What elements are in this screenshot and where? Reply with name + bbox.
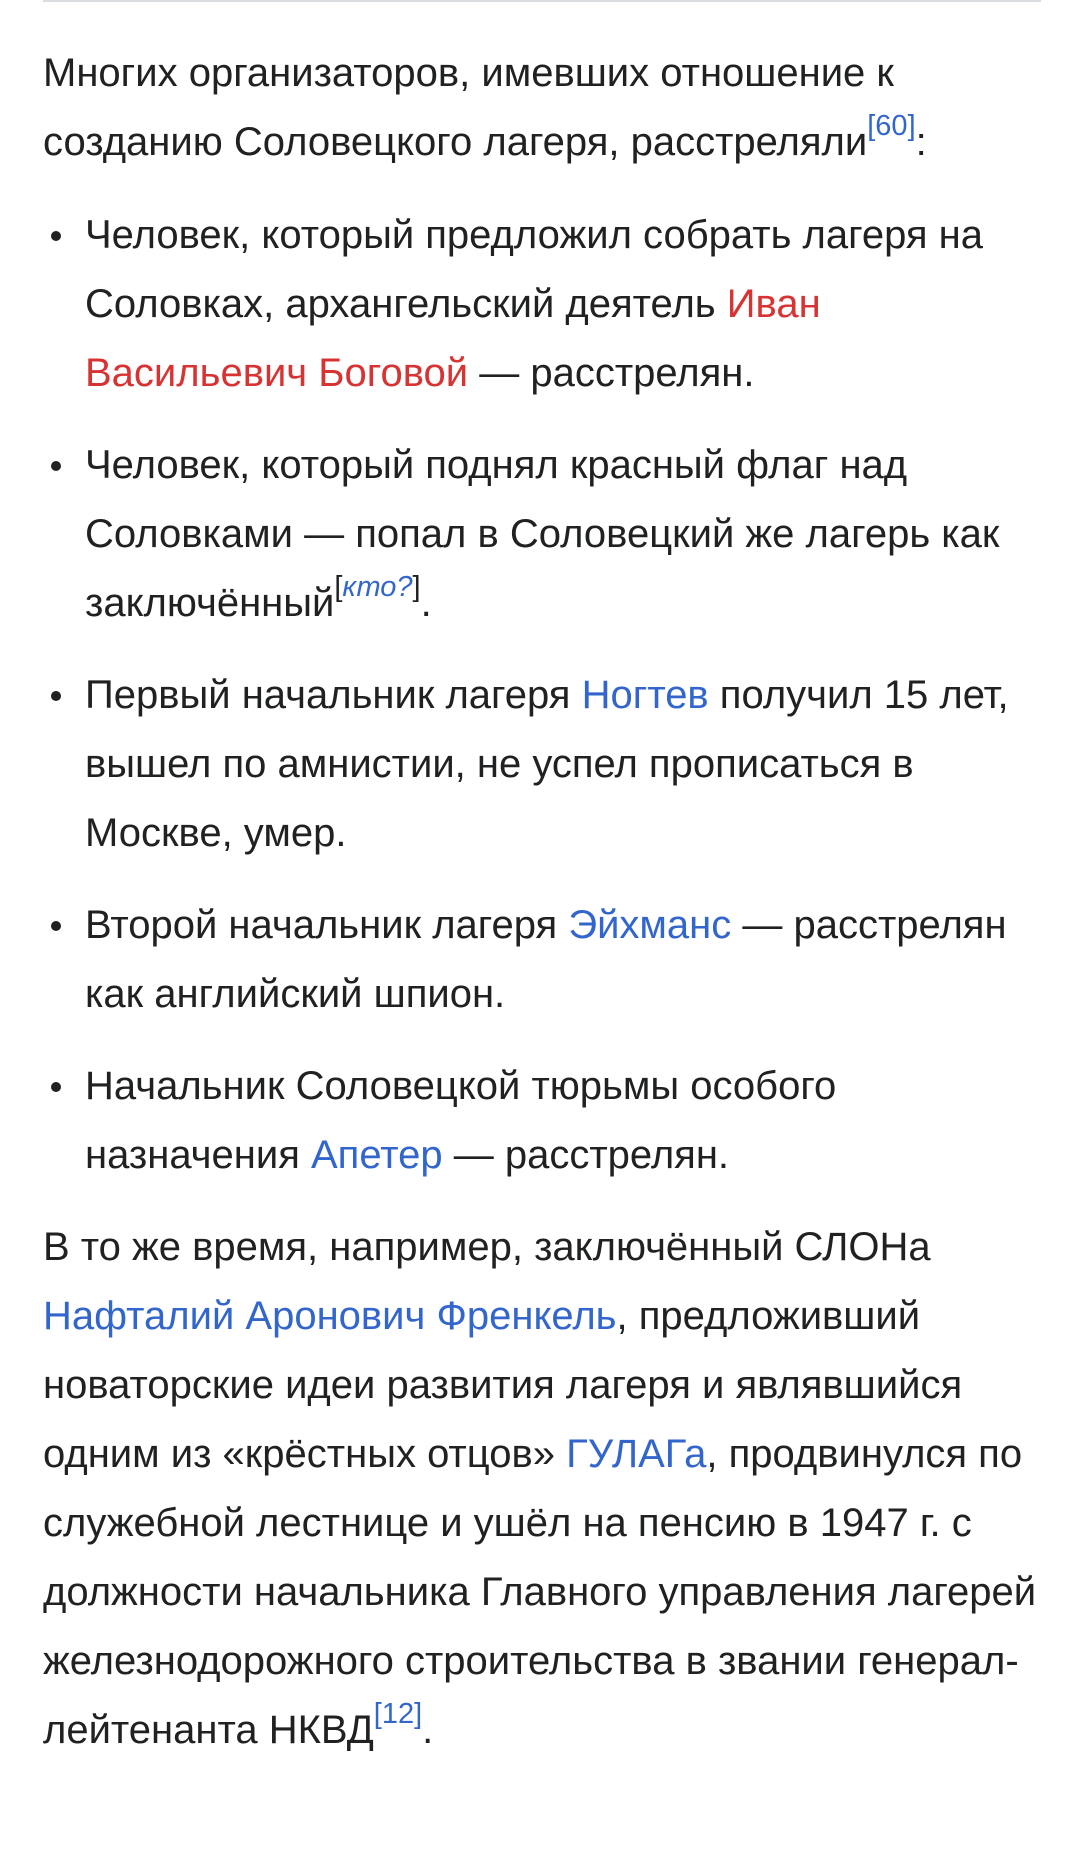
section-divider	[43, 0, 1041, 2]
list-item-text: Первый начальник лагеря	[85, 673, 582, 717]
list-item	[43, 1052, 1043, 1190]
citation-needed-link[interactable]	[342, 571, 412, 603]
link-apeter[interactable]: Апетер	[310, 1133, 443, 1177]
list-item	[43, 201, 1043, 408]
citation-12[interactable]	[374, 1698, 422, 1730]
list-item-text: Второй начальник лагеря	[85, 903, 569, 947]
article-section	[43, 39, 1043, 1765]
list-item-text: Человек, который предложил собрать лагеря на Соловках, архангельский деятель	[85, 213, 983, 326]
outro-text: В то же время, например, заключённый СЛОНа	[43, 1225, 931, 1269]
intro-text: Многих организаторов, имевших отношение к созданию Соловецкого лагеря, расстреляли	[43, 51, 894, 164]
outro-text: , предложивший новаторские идеи развития лагеря и являвшийся одним из «крёстных отцов»	[43, 1294, 963, 1476]
link-frenkel[interactable]: Нафталий Аронович Френкель	[43, 1294, 617, 1338]
citation-12-link[interactable]: [12]	[373, 1698, 423, 1730]
bullet-icon	[51, 461, 61, 471]
citation-needed	[334, 571, 420, 603]
bullet-icon	[51, 1082, 61, 1092]
list-item	[43, 891, 1043, 1029]
list-item-text: — расстрелян как английский шпион.	[85, 903, 1007, 1016]
outro-text: , продвинулся по служебной лестнице и ушёл на пенсию в 1947 г. с должности начальника Главного управления лагерей железнодорожного строительства в звании генерал-лейтенанта НКВД	[43, 1432, 1037, 1752]
intro-end: :	[915, 120, 927, 164]
link-eikhmans[interactable]: Эйхманс	[568, 903, 732, 947]
citation-needed-close: ]	[412, 571, 421, 603]
citation-needed-text[interactable]: кто?	[342, 571, 413, 603]
list-item	[43, 661, 1043, 868]
list-item	[43, 431, 1043, 638]
link-nogtev[interactable]: Ногтев	[581, 673, 709, 717]
outro-end: .	[422, 1708, 434, 1752]
citation-needed-open: [	[334, 571, 343, 603]
list-item-text: — расстрелян.	[442, 1133, 730, 1177]
list-item-text: .	[420, 581, 432, 625]
list-item-text: Человек, который поднял красный флаг над Соловками — попал в Соловецкий же лагерь как заключённый	[85, 443, 1000, 625]
citation-60-link[interactable]: [60]	[867, 110, 916, 142]
outro-paragraph	[43, 1213, 1043, 1765]
link-ivan-bogovoy[interactable]: Иван Васильевич Боговой	[85, 282, 821, 395]
bullet-icon	[51, 921, 61, 931]
bullet-icon	[51, 691, 61, 701]
citation-60[interactable]	[867, 110, 915, 142]
list-item-text: получил 15 лет, вышел по амнистии, не успел прописаться в Москве, умер.	[85, 673, 1009, 855]
list-item-text: Начальник Соловецкой тюрьмы особого назначения	[85, 1064, 837, 1177]
intro-paragraph	[43, 39, 1043, 177]
bullet-icon	[51, 231, 61, 241]
organizers-list	[43, 201, 1043, 1190]
list-item-text: — расстрелян.	[468, 351, 755, 395]
link-gulag[interactable]: ГУЛАГа	[566, 1432, 707, 1476]
